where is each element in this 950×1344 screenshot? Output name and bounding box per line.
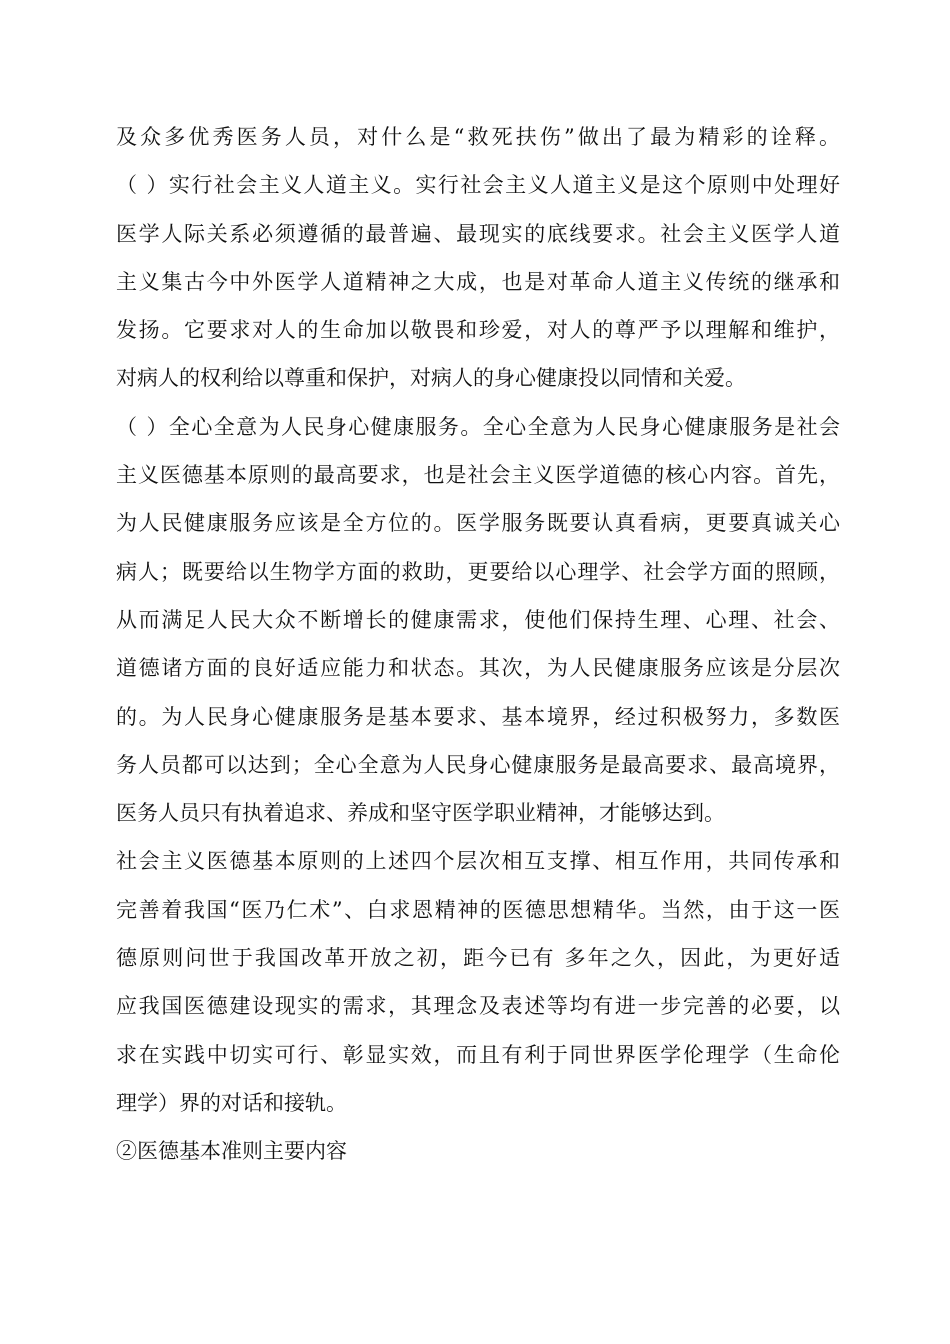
- text-line: 主义医德基本原则的最高要求，也是社会主义医学道德的核心内容。首先，: [116, 463, 840, 488]
- text-line: 医务人员只有执着追求、养成和坚守医学职业精神，才能够达到。: [116, 801, 725, 826]
- text-line: 的。为人民身心健康服务是基本要求、基本境界，经过积极努力，多数医: [116, 704, 840, 729]
- text-line: 理学）界的对话和接轨。: [116, 1090, 347, 1115]
- section-heading: ②医德基本准则主要内容: [116, 1139, 347, 1164]
- text-line: 德原则问世于我国改革开放之初，距今已有 多年之久，因此，为更好适: [116, 946, 840, 971]
- text-line: 主义集古今中外医学人道精神之大成，也是对革命人道主义传统的继承和: [116, 269, 840, 294]
- text-line: 病人；既要给以生物学方面的救助，更要给以心理学、社会学方面的照顾，: [116, 559, 840, 584]
- text-line: 从而满足人民大众不断增长的健康需求，使他们保持生理、心理、社会、: [116, 607, 840, 632]
- text-line: 对病人的权利给以尊重和保护，对病人的身心健康投以同情和关爱。: [116, 366, 746, 391]
- body-text: [116, 113, 840, 1176]
- text-line: 医学人际关系必须遵循的最普遍、最现实的底线要求。社会主义医学人道: [116, 221, 840, 246]
- text-line: 求在实践中切实可行、彰显实效，而且有利于同世界医学伦理学（生命伦: [116, 1042, 840, 1067]
- text-line: 应我国医德建设现实的需求，其理念及表述等均有进一步完善的必要，以: [116, 994, 840, 1019]
- text-line: 发扬。它要求对人的生命加以敬畏和珍爱，对人的尊严予以理解和维护，: [116, 318, 840, 343]
- text-line: 务人员都可以达到；全心全意为人民身心健康服务是最高要求、最高境界，: [116, 752, 840, 777]
- text-line: 完善着我国“医乃仁术”、白求恩精神的医德思想精华。当然，由于这一医: [116, 897, 840, 922]
- text-line: （ ）实行社会主义人道主义。实行社会主义人道主义是这个原则中处理好: [116, 173, 840, 198]
- text-line: 社会主义医德基本原则的上述四个层次相互支撑、相互作用，共同传承和: [116, 849, 840, 874]
- text-line: （ ）全心全意为人民身心健康服务。全心全意为人民身心健康服务是社会: [116, 414, 840, 439]
- text-line: 及众多优秀医务人员，对什么是“救死扶伤”做出了最为精彩的诠释。: [116, 125, 840, 149]
- text-line: 为人民健康服务应该是全方位的。医学服务既要认真看病，更要真诚关心: [116, 511, 840, 536]
- text-line: 道德诸方面的良好适应能力和状态。其次，为人民健康服务应该是分层次: [116, 656, 840, 681]
